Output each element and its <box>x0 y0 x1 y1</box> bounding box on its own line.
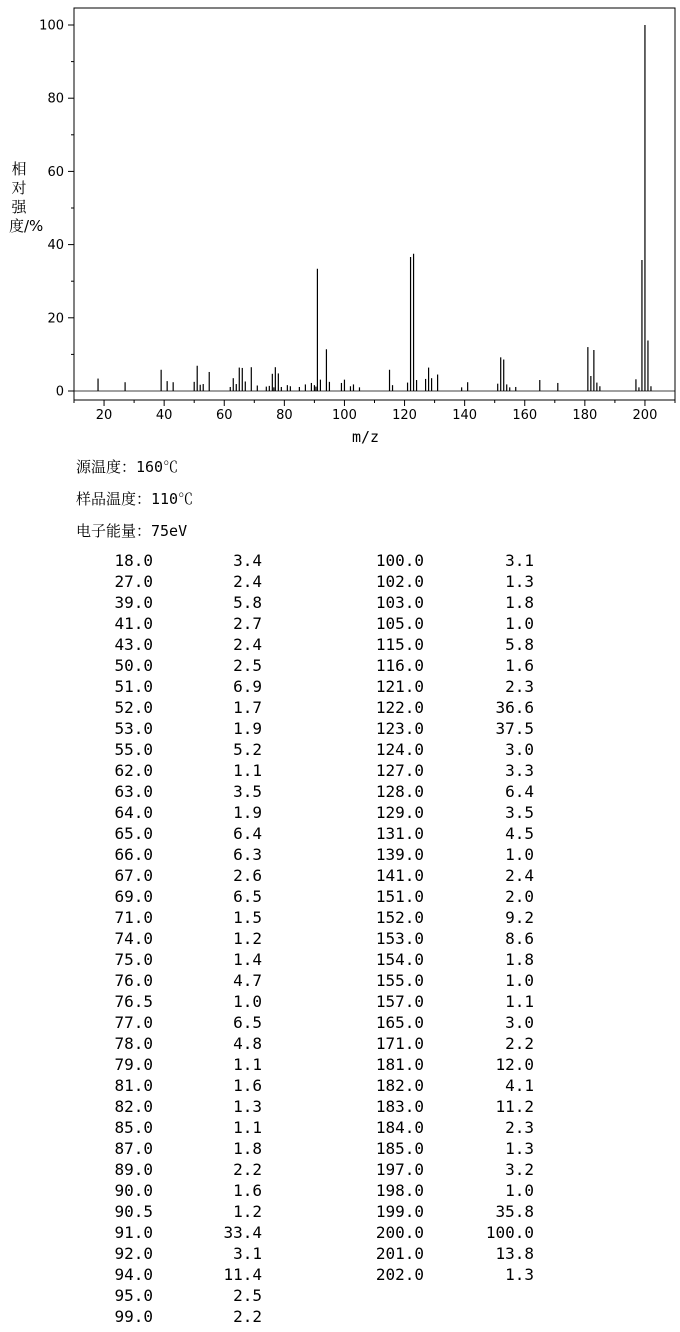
x-axis-label: m/z <box>352 428 380 446</box>
peak-row <box>300 1264 600 1285</box>
relative-abundance-value: 1.1 <box>233 761 262 780</box>
relative-abundance-value: 2.3 <box>505 677 534 696</box>
relative-abundance-value: 33.4 <box>223 1223 262 1242</box>
relative-abundance-value: 9.2 <box>505 908 534 927</box>
mz-value: 69.0 <box>114 887 153 906</box>
peak-row <box>300 949 600 970</box>
mz-value: 128.0 <box>375 782 424 801</box>
mz-value: 155.0 <box>375 971 424 990</box>
peak-row <box>0 1159 300 1180</box>
mz-value: 197.0 <box>375 1160 424 1179</box>
peak-row <box>300 1075 600 1096</box>
plot-frame <box>74 8 675 400</box>
peak-row <box>300 1159 600 1180</box>
mz-value: 105.0 <box>375 614 424 633</box>
peak-row <box>300 739 600 760</box>
mz-value: 76.5 <box>114 992 153 1011</box>
relative-abundance-value: 6.5 <box>233 1013 262 1032</box>
relative-abundance-value: 1.8 <box>505 950 534 969</box>
y-tick-label: 60 <box>47 164 64 180</box>
relative-abundance-value: 3.3 <box>505 761 534 780</box>
y-tick-label: 0 <box>55 384 64 400</box>
peak-row <box>0 1285 300 1306</box>
peak-row <box>0 1180 300 1201</box>
mz-value: 75.0 <box>114 950 153 969</box>
mz-value: 153.0 <box>375 929 424 948</box>
relative-abundance-value: 1.0 <box>505 845 534 864</box>
mz-value: 51.0 <box>114 677 153 696</box>
relative-abundance-value: 1.5 <box>233 908 262 927</box>
relative-abundance-value: 1.6 <box>233 1076 262 1095</box>
peak-row <box>300 1138 600 1159</box>
relative-abundance-value: 2.7 <box>233 614 262 633</box>
relative-abundance-value: 1.3 <box>233 1097 262 1116</box>
relative-abundance-value: 3.0 <box>505 740 534 759</box>
relative-abundance-value: 3.2 <box>505 1160 534 1179</box>
mz-value: 127.0 <box>375 761 424 780</box>
peak-row <box>0 739 300 760</box>
peak-row <box>0 718 300 739</box>
peak-row <box>0 886 300 907</box>
peak-row <box>0 907 300 928</box>
x-tick-label: 60 <box>215 408 233 420</box>
y-tick-label: 80 <box>47 91 64 107</box>
relative-abundance-value: 1.0 <box>505 1181 534 1200</box>
peak-row <box>300 613 600 634</box>
relative-abundance-value: 1.8 <box>505 593 534 612</box>
peak-row <box>300 1201 600 1222</box>
source-temperature: 源温度：160℃ <box>76 458 179 476</box>
y-tick-label: 40 <box>47 238 64 254</box>
relative-abundance-value: 1.7 <box>233 698 262 717</box>
mz-value: 77.0 <box>114 1013 153 1032</box>
peak-row <box>0 613 300 634</box>
mz-value: 183.0 <box>375 1097 424 1116</box>
relative-abundance-value: 1.0 <box>505 614 534 633</box>
relative-abundance-value: 3.1 <box>233 1244 262 1263</box>
x-tick-label: 100 <box>332 408 357 420</box>
relative-abundance-value: 2.0 <box>505 887 534 906</box>
peak-row <box>0 676 300 697</box>
peak-row <box>0 697 300 718</box>
relative-abundance-value: 3.0 <box>505 1013 534 1032</box>
mz-value: 27.0 <box>114 572 153 591</box>
mz-value: 43.0 <box>114 635 153 654</box>
peak-row <box>300 1222 600 1243</box>
x-axis <box>74 400 675 420</box>
mz-value: 154.0 <box>375 950 424 969</box>
peak-row <box>0 1054 300 1075</box>
relative-abundance-value: 13.8 <box>495 1244 534 1263</box>
peak-row <box>0 550 300 571</box>
x-tick-label: 40 <box>155 408 173 420</box>
mz-value: 121.0 <box>375 677 424 696</box>
relative-abundance-value: 35.8 <box>495 1202 534 1221</box>
relative-abundance-value: 1.1 <box>233 1118 262 1137</box>
relative-abundance-value: 2.4 <box>233 572 262 591</box>
mz-value: 67.0 <box>114 866 153 885</box>
relative-abundance-value: 8.6 <box>505 929 534 948</box>
peak-row <box>0 1306 300 1327</box>
peak-row <box>0 802 300 823</box>
relative-abundance-value: 3.4 <box>233 551 262 570</box>
mz-value: 165.0 <box>375 1013 424 1032</box>
relative-abundance-value: 36.6 <box>495 698 534 717</box>
mz-value: 55.0 <box>114 740 153 759</box>
relative-abundance-value: 2.2 <box>233 1160 262 1179</box>
relative-abundance-value: 5.8 <box>233 593 262 612</box>
peak-row <box>0 823 300 844</box>
x-tick-label: 180 <box>572 408 598 420</box>
mz-value: 131.0 <box>375 824 424 843</box>
peak-bars <box>74 25 675 391</box>
mz-value: 81.0 <box>114 1076 153 1095</box>
peak-table-left <box>0 550 300 1327</box>
relative-abundance-value: 2.5 <box>233 1286 262 1305</box>
relative-abundance-value: 4.8 <box>233 1034 262 1053</box>
mz-value: 139.0 <box>375 845 424 864</box>
peak-row <box>0 760 300 781</box>
mz-value: 50.0 <box>114 656 153 675</box>
mz-value: 201.0 <box>375 1244 424 1263</box>
relative-abundance-value: 1.0 <box>233 992 262 1011</box>
mz-value: 91.0 <box>114 1223 153 1242</box>
mz-value: 200.0 <box>375 1223 424 1242</box>
mz-value: 76.0 <box>114 971 153 990</box>
peak-row <box>0 1264 300 1285</box>
peak-row <box>0 928 300 949</box>
mz-value: 74.0 <box>114 929 153 948</box>
relative-abundance-value: 11.2 <box>495 1097 534 1116</box>
x-tick-label: 20 <box>95 408 113 420</box>
mz-value: 64.0 <box>114 803 153 822</box>
relative-abundance-value: 1.1 <box>505 992 534 1011</box>
relative-abundance-value: 1.1 <box>233 1055 262 1074</box>
peak-row <box>300 928 600 949</box>
x-tick-label: 120 <box>392 408 417 420</box>
relative-abundance-value: 6.4 <box>233 824 262 843</box>
mz-value: 141.0 <box>375 866 424 885</box>
peak-row <box>300 802 600 823</box>
mz-value: 41.0 <box>114 614 153 633</box>
mz-value: 102.0 <box>375 572 424 591</box>
mass-spectrum-chart <box>0 0 680 420</box>
y-tick-label: 20 <box>47 311 64 327</box>
peak-row <box>0 1012 300 1033</box>
relative-abundance-value: 2.2 <box>505 1034 534 1053</box>
mz-value: 129.0 <box>375 803 424 822</box>
relative-abundance-value: 5.8 <box>505 635 534 654</box>
peak-row <box>300 655 600 676</box>
mz-value: 151.0 <box>375 887 424 906</box>
mz-value: 184.0 <box>375 1118 424 1137</box>
peak-row <box>0 1222 300 1243</box>
mz-value: 66.0 <box>114 845 153 864</box>
peak-row <box>0 1096 300 1117</box>
peak-row <box>300 907 600 928</box>
peak-row <box>0 571 300 592</box>
peak-row <box>300 676 600 697</box>
peak-row <box>0 781 300 802</box>
mz-value: 18.0 <box>114 551 153 570</box>
mz-value: 171.0 <box>375 1034 424 1053</box>
peak-row <box>300 886 600 907</box>
mz-value: 124.0 <box>375 740 424 759</box>
mz-value: 115.0 <box>375 635 424 654</box>
peak-row <box>0 634 300 655</box>
mz-value: 87.0 <box>114 1139 153 1158</box>
relative-abundance-value: 100.0 <box>485 1223 534 1242</box>
relative-abundance-value: 4.5 <box>505 824 534 843</box>
mz-value: 152.0 <box>375 908 424 927</box>
peak-row <box>300 865 600 886</box>
electron-energy: 电子能量：75eV <box>76 522 188 540</box>
relative-abundance-value: 1.6 <box>233 1181 262 1200</box>
peak-row <box>0 1075 300 1096</box>
mz-value: 185.0 <box>375 1139 424 1158</box>
peak-row <box>300 1033 600 1054</box>
mz-value: 90.0 <box>114 1181 153 1200</box>
mz-value: 123.0 <box>375 719 424 738</box>
peak-row <box>0 1117 300 1138</box>
peak-table-right <box>300 550 600 1285</box>
relative-abundance-value: 1.0 <box>505 971 534 990</box>
mz-value: 85.0 <box>114 1118 153 1137</box>
mz-value: 52.0 <box>114 698 153 717</box>
relative-abundance-value: 1.9 <box>233 803 262 822</box>
relative-abundance-value: 3.5 <box>505 803 534 822</box>
relative-abundance-value: 6.3 <box>233 845 262 864</box>
peak-row <box>0 655 300 676</box>
relative-abundance-value: 1.9 <box>233 719 262 738</box>
relative-abundance-value: 5.2 <box>233 740 262 759</box>
mz-value: 65.0 <box>114 824 153 843</box>
mz-value: 116.0 <box>375 656 424 675</box>
peak-row <box>0 991 300 1012</box>
sample-temperature: 样品温度：110℃ <box>76 490 194 508</box>
mz-value: 71.0 <box>114 908 153 927</box>
relative-abundance-value: 1.3 <box>505 1265 534 1284</box>
mz-value: 99.0 <box>114 1307 153 1326</box>
peak-row <box>300 1012 600 1033</box>
mz-value: 82.0 <box>114 1097 153 1116</box>
relative-abundance-value: 37.5 <box>495 719 534 738</box>
relative-abundance-value: 1.4 <box>233 950 262 969</box>
mz-value: 95.0 <box>114 1286 153 1305</box>
peak-row <box>300 634 600 655</box>
peak-row <box>300 1243 600 1264</box>
mz-value: 39.0 <box>114 593 153 612</box>
peak-row <box>300 1054 600 1075</box>
mz-value: 202.0 <box>375 1265 424 1284</box>
peak-row <box>300 823 600 844</box>
x-tick-label: 80 <box>276 408 293 420</box>
peak-row <box>0 592 300 613</box>
y-axis-label: 相对强度/% <box>9 160 44 235</box>
peak-row <box>0 1138 300 1159</box>
relative-abundance-value: 1.3 <box>505 1139 534 1158</box>
peak-row <box>0 1033 300 1054</box>
mz-value: 63.0 <box>114 782 153 801</box>
mz-value: 199.0 <box>375 1202 424 1221</box>
mz-value: 92.0 <box>114 1244 153 1263</box>
relative-abundance-value: 6.4 <box>505 782 534 801</box>
peak-row <box>300 781 600 802</box>
relative-abundance-value: 3.5 <box>233 782 262 801</box>
peak-row <box>300 991 600 1012</box>
mz-value: 100.0 <box>375 551 424 570</box>
mz-value: 53.0 <box>114 719 153 738</box>
peak-row <box>300 550 600 571</box>
relative-abundance-value: 6.5 <box>233 887 262 906</box>
mz-value: 198.0 <box>375 1181 424 1200</box>
x-tick-label: 140 <box>452 408 478 420</box>
mz-value: 157.0 <box>375 992 424 1011</box>
mz-value: 90.5 <box>114 1202 153 1221</box>
peak-row <box>300 697 600 718</box>
relative-abundance-value: 1.2 <box>233 929 262 948</box>
peak-row <box>300 718 600 739</box>
relative-abundance-value: 2.4 <box>233 635 262 654</box>
relative-abundance-value: 4.7 <box>233 971 262 990</box>
mz-value: 182.0 <box>375 1076 424 1095</box>
mz-value: 94.0 <box>114 1265 153 1284</box>
y-tick-label: 100 <box>39 18 64 34</box>
peak-row <box>300 1180 600 1201</box>
relative-abundance-value: 1.3 <box>505 572 534 591</box>
relative-abundance-value: 2.6 <box>233 866 262 885</box>
mz-value: 78.0 <box>114 1034 153 1053</box>
peak-row <box>300 844 600 865</box>
peak-row <box>0 1201 300 1222</box>
relative-abundance-value: 3.1 <box>505 551 534 570</box>
mz-value: 79.0 <box>114 1055 153 1074</box>
mz-value: 181.0 <box>375 1055 424 1074</box>
peak-row <box>300 571 600 592</box>
relative-abundance-value: 1.8 <box>233 1139 262 1158</box>
peak-row <box>300 592 600 613</box>
x-tick-label: 160 <box>512 408 538 420</box>
x-tick-label: 200 <box>632 408 658 420</box>
peak-row <box>0 949 300 970</box>
mz-value: 103.0 <box>375 593 424 612</box>
mz-value: 122.0 <box>375 698 424 717</box>
mz-value: 62.0 <box>114 761 153 780</box>
peak-row <box>300 760 600 781</box>
relative-abundance-value: 1.2 <box>233 1202 262 1221</box>
relative-abundance-value: 2.3 <box>505 1118 534 1137</box>
relative-abundance-value: 12.0 <box>495 1055 534 1074</box>
peak-row <box>0 844 300 865</box>
y-axis <box>39 19 74 400</box>
relative-abundance-value: 1.6 <box>505 656 534 675</box>
peak-row <box>300 1096 600 1117</box>
peak-row <box>0 1243 300 1264</box>
relative-abundance-value: 2.4 <box>505 866 534 885</box>
peak-row <box>0 865 300 886</box>
relative-abundance-value: 4.1 <box>505 1076 534 1095</box>
peak-row <box>300 970 600 991</box>
relative-abundance-value: 2.5 <box>233 656 262 675</box>
peak-row <box>0 970 300 991</box>
mz-value: 89.0 <box>114 1160 153 1179</box>
relative-abundance-value: 6.9 <box>233 677 262 696</box>
relative-abundance-value: 2.2 <box>233 1307 262 1326</box>
relative-abundance-value: 11.4 <box>223 1265 262 1284</box>
peak-row <box>300 1117 600 1138</box>
